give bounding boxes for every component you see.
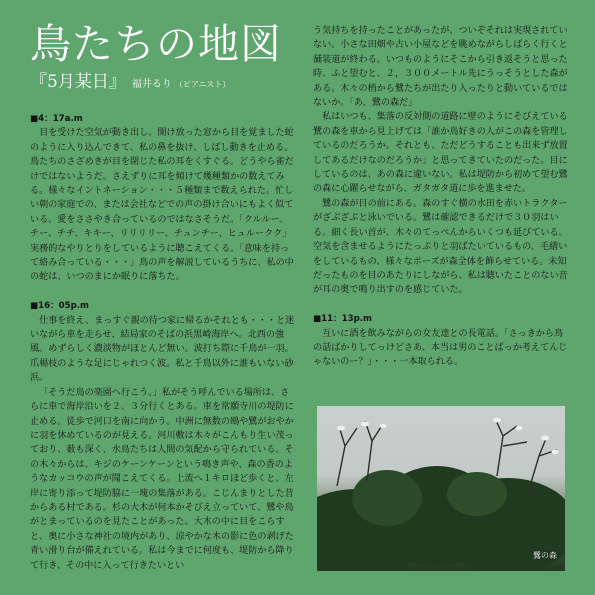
heron-forest-illustration [317, 406, 565, 571]
heron-forest-photo [317, 406, 565, 571]
diary-paragraph: 私はいつも、集落の反対側の道路に壁のようにそびえている鷺の森を車から見上げては「誰か鳥好きの人がこの森を管理しているのだろうか。それとも、ただどうすることも出来ず放置してあるだけなのだろうか」と思ってきていたのだった。目にしているのは、あの森に違いない。私は堤防から初めて望む鷺の森に心躍らせながら、ガタガタ道に歩を進ませた。 [313, 112, 568, 195]
issue-title: 『5月某日』 [30, 72, 126, 92]
section-time-1113: ■11：13p.m [313, 314, 373, 325]
diary-paragraph: 鷺の森が目の前にある。森のすぐ横の水田を赤いトラクターがざぶざぶと泳いでいる。鷺は確認できるだけで３０羽はいる。細く長い首が、木々のてっぺんからいくつも延びている。空気を含ませるようにたっぷりと羽ばたいているもの、毛繕いをしているもの、様々なポーズが森全体を飾らせている。未知だったものを目のあたりにしながら、私は聴いたことのない音が耳の奥で鳴り出すのを感じていた。 [313, 198, 568, 296]
author-name: 福井るり [131, 79, 172, 90]
right-column [313, 24, 569, 370]
diary-paragraph: 「そうだ鳥の楽園へ行こう。」私がそう呼んでいる場所は、さらに車で海岸沿いを２、３分行くとある。車を常願寺川の堤防に止める。徒歩で河口を南に向かう。中洲に無数の鴎や鷺がおやかに羽を休めているのが見える。河川敷は木々がこんもり生い茂っており、薮も深く、水鳥たちは人間の気配から守られている。その木々からは、キジのケーンケーンという鳴き声や、森の香のようなカッコウの声が聞こえてくる。上流へ１キロほど歩くと、左岸に寄り添って堤防脇に一塊の集落がある。こじんまりとした昔からある村である。杉の大木が何本かそびえ立っていて、鷺や鳥がとまっているのを見たことがあった。大木の中に目をこらすと、奥に小さな神社の境内があり、涼やかな木の影に色の剥げた青い滑り台が備えれている。私は今までに何度も、堤防から降りて行き、その中に入って行きたいとい [30, 387, 294, 571]
subtitle-line [30, 72, 230, 95]
left-column [30, 112, 296, 573]
diary-paragraph: う気持ちを持ったことがあったが、ついぞそれは実現されていない。小さな田畑や古い小屋などを眺めながらしばらく行くと舗装道が終わる。いつものようにそこから引き返そうと思った時、ふと望むと、２，３００メートル先にうっそうとした森がある。木々の梢から鷺たちが出たり入ったりと動いているではないか。「あ、鷺の森だ」 [313, 26, 568, 109]
section-time-1605: ■16：05p.m [30, 301, 90, 312]
diary-paragraph: 互いに酒を飲みながらの女友達との長電話。「さっきから鳥の話ばかりしてっけどさあ、本当は男のことばっか考えてんじゃないのー？」・・・一本取られる。 [313, 328, 568, 368]
section-time-0417: ■4：17a.m [30, 114, 83, 124]
author-role: （ピアニスト） [174, 80, 231, 89]
diary-paragraph: 仕事を終え、まっすぐ親の待つ家に帰るかそれとも・・・と迷いながら車を走らせ、結局家のそばの浜黒崎海岸へ。北西の強風。めずらしく濃淡物がほとんど無い。波打ち際に千鳥が一羽。爪楊枝のような足にじゃれつく波。私と千鳥以外に誰もいない砂浜。 [30, 315, 295, 384]
page-title: 鳥たちの地図 [30, 20, 282, 68]
photo-caption: 鷺の森 [533, 551, 557, 560]
diary-paragraph: 目を受けた空気が動き出し、開け放った窓から目を覚ました蛇のように入り込んできて、私の鼻を抜け、しばし動きを止める。鳥たちのさざめきが目を閉じた私の耳をくすぐる。どうやら雀だけではないようだ。さえずりに耳を傾けて幾種類かの数えてみる。様々なイントネーション・・・５種類まで数えられた。忙しい朝の家庭での、または会社などでの声の掛け合いにもよく似ている。愛をささやき合っているのではなさそうだ。「クルルー、チー、チチ、キキー、リリリリー、チュンチー、ヒュルークク」実務的なやりとりをしているように聴こえてくる。「意味を持って絡み合っている・・・」鳥の声を解説しているうちに、私の中の蛇は、いつのまにか眠りに落ちた。 [30, 128, 294, 283]
